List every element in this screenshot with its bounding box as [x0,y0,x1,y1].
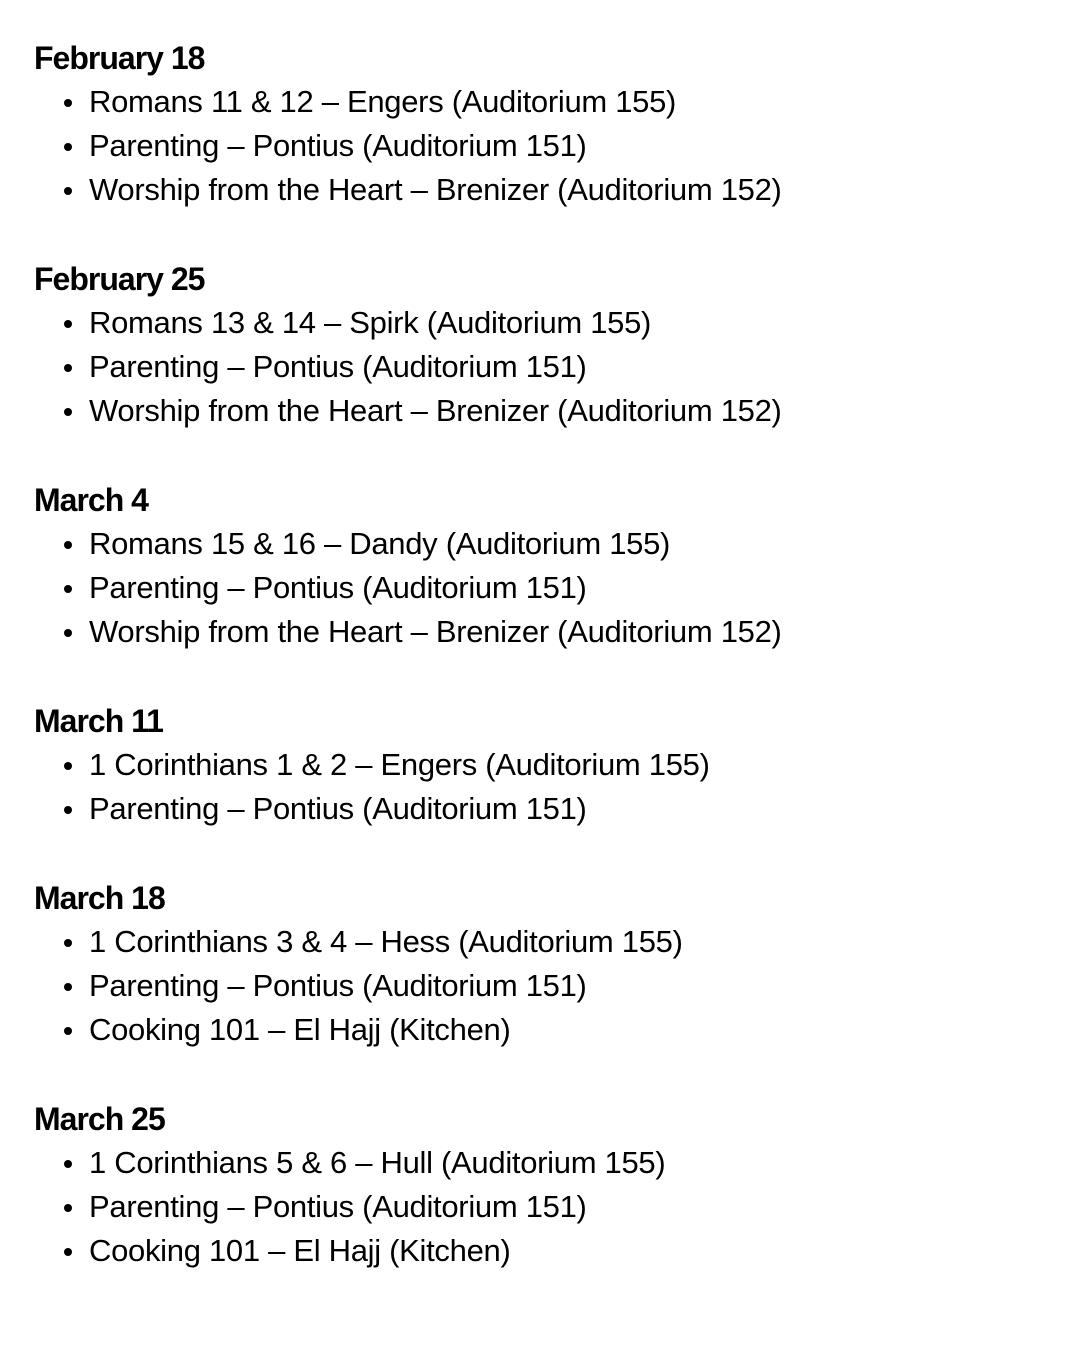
session-list [34,522,1044,654]
session-list [34,743,1044,831]
day-section-february-25 [34,257,1044,433]
session-item: 1 Corinthians 3 & 4 – Hess (Auditorium 155) [34,920,1044,964]
day-heading: February 18 [34,40,205,76]
session-item: Cooking 101 – El Hajj (Kitchen) [34,1008,1044,1052]
session-item: Parenting – Pontius (Auditorium 151) [34,566,1044,610]
session-item: 1 Corinthians 1 & 2 – Engers (Auditorium 155) [34,743,1044,787]
day-section-march-18 [34,876,1044,1052]
day-heading: February 25 [34,261,205,297]
day-section-march-11 [34,699,1044,831]
session-list [34,301,1044,433]
day-section-february-18 [34,36,1044,212]
session-item: Parenting – Pontius (Auditorium 151) [34,124,1044,168]
session-list [34,920,1044,1052]
class-schedule [34,36,1044,1318]
day-section-march-25 [34,1097,1044,1273]
session-list [34,80,1044,212]
session-item: Parenting – Pontius (Auditorium 151) [34,787,1044,831]
day-heading: March 11 [34,703,163,739]
session-item: Worship from the Heart – Brenizer (Auditorium 152) [34,389,1044,433]
day-heading: March 4 [34,482,148,518]
session-item: Parenting – Pontius (Auditorium 151) [34,1185,1044,1229]
session-item: 1 Corinthians 5 & 6 – Hull (Auditorium 155) [34,1141,1044,1185]
session-item: Parenting – Pontius (Auditorium 151) [34,345,1044,389]
session-list [34,1141,1044,1273]
session-item: Cooking 101 – El Hajj (Kitchen) [34,1229,1044,1273]
day-heading: March 25 [34,1101,165,1137]
session-item: Romans 11 & 12 – Engers (Auditorium 155) [34,80,1044,124]
day-section-march-4 [34,478,1044,654]
session-item: Romans 15 & 16 – Dandy (Auditorium 155) [34,522,1044,566]
session-item: Worship from the Heart – Brenizer (Auditorium 152) [34,168,1044,212]
day-heading: March 18 [34,880,165,916]
session-item: Parenting – Pontius (Auditorium 151) [34,964,1044,1008]
session-item: Worship from the Heart – Brenizer (Auditorium 152) [34,610,1044,654]
session-item: Romans 13 & 14 – Spirk (Auditorium 155) [34,301,1044,345]
